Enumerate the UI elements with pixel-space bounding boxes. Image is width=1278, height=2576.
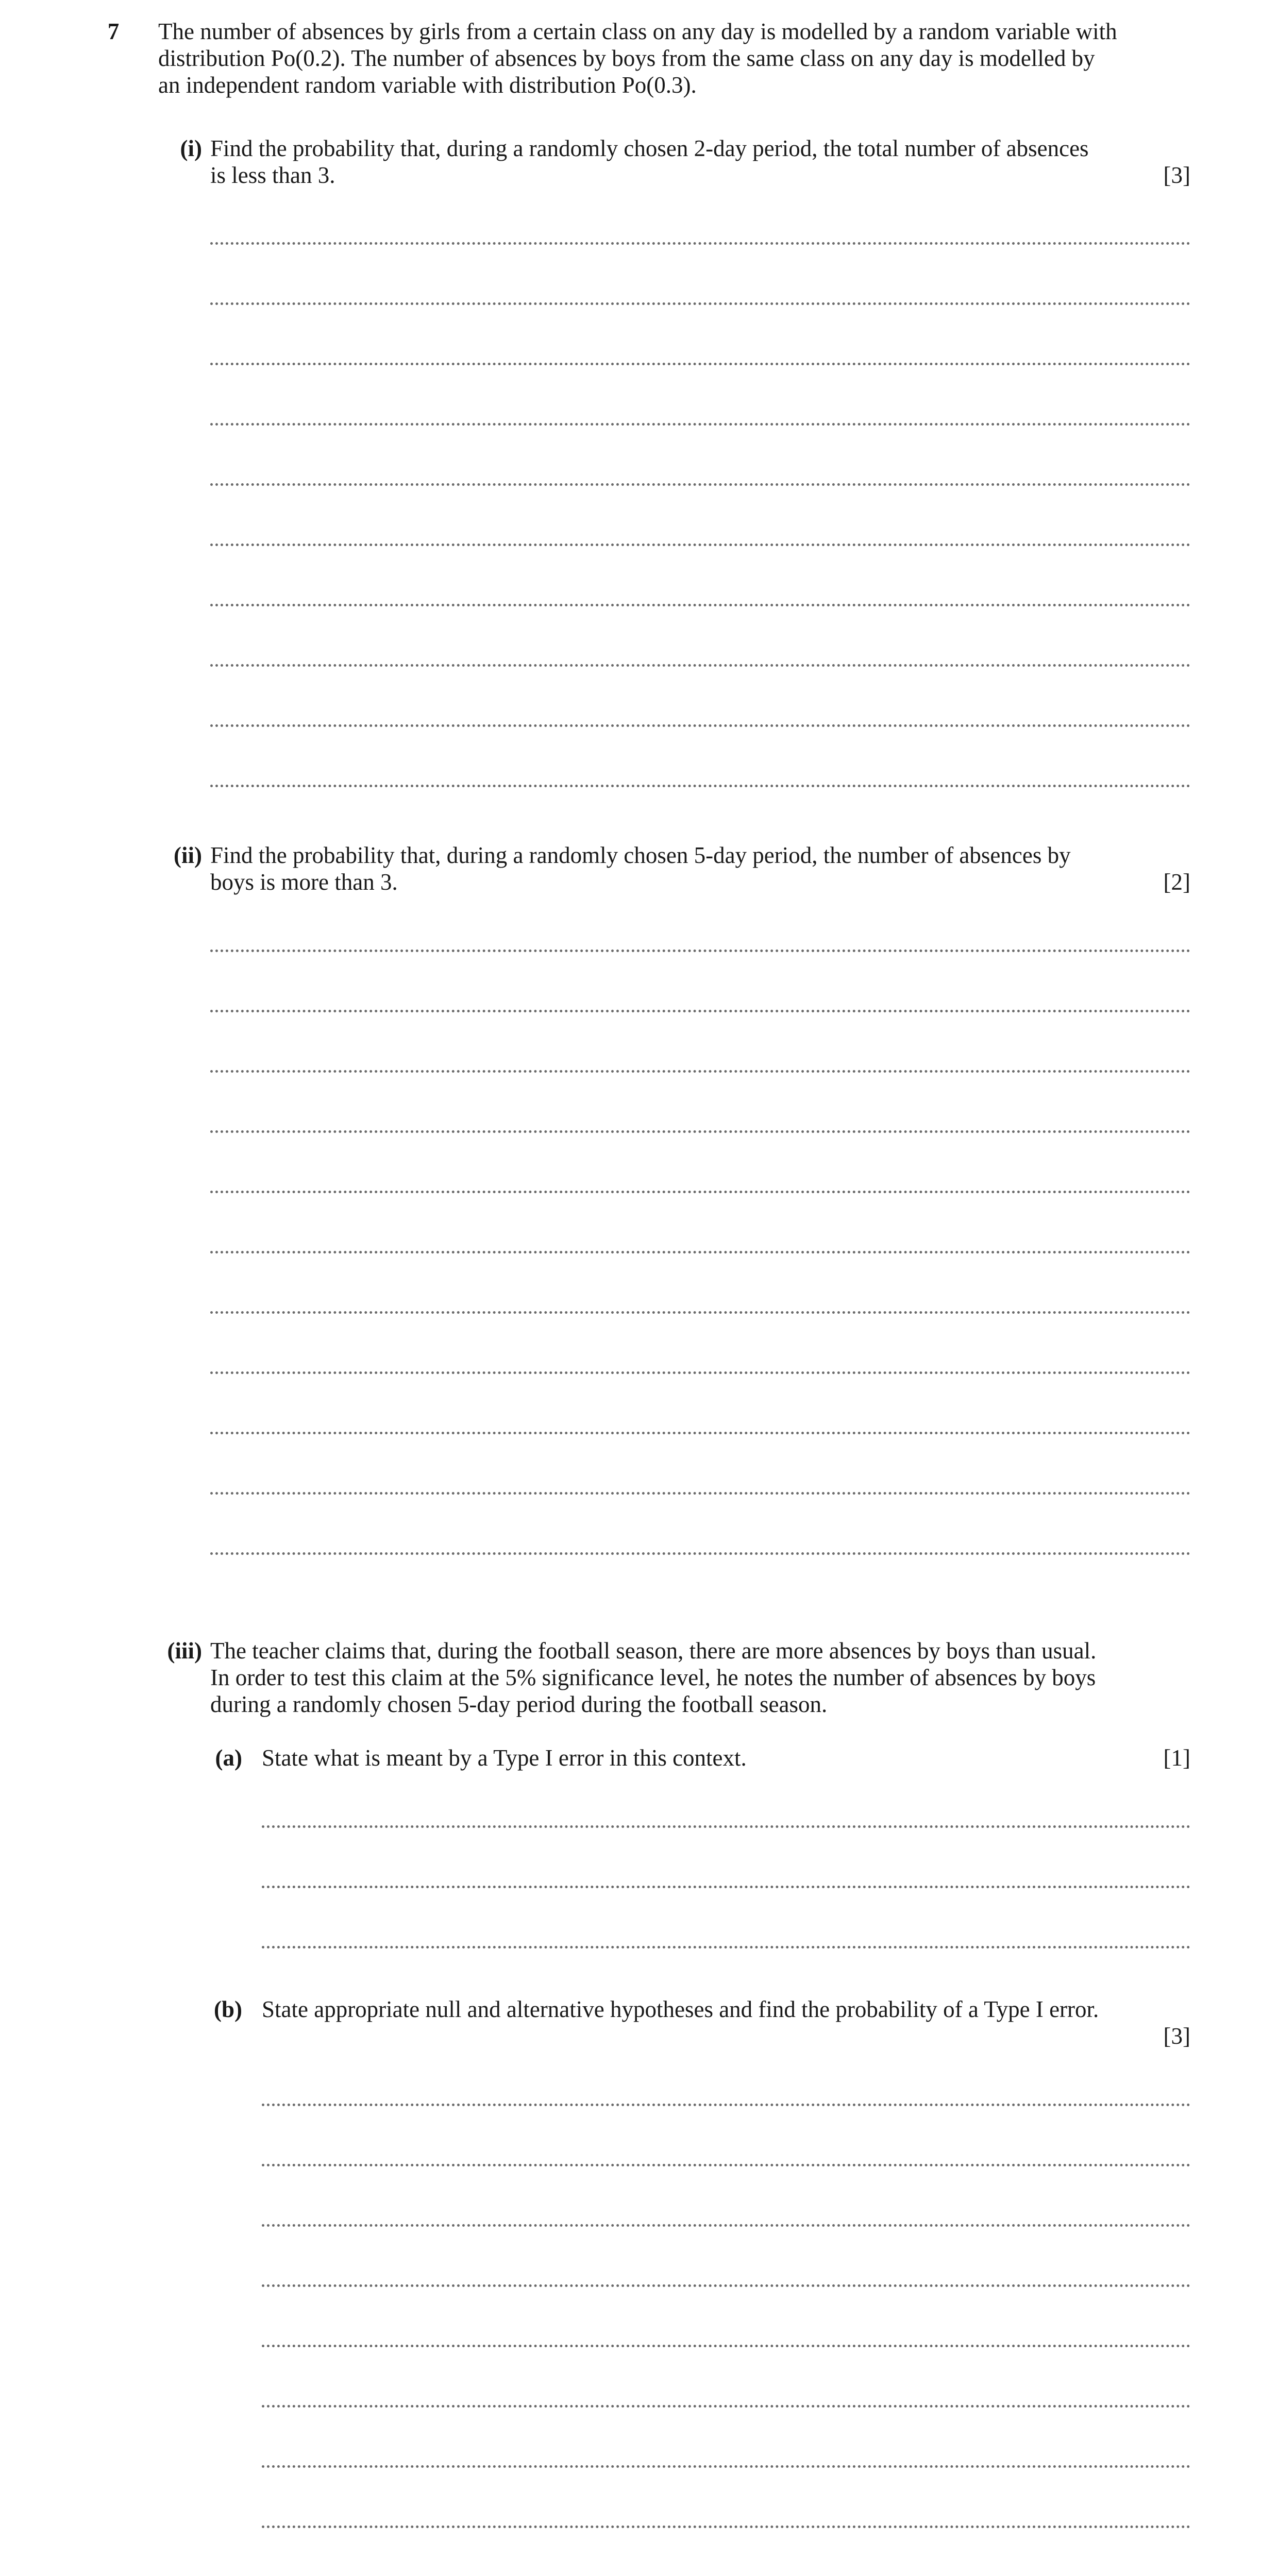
stem-line-1: The number of absences by girls from a certain class on any day is modelled by a random variable with xyxy=(158,19,1117,44)
part-ii-marks: [2] xyxy=(1163,869,1190,895)
answer-line[interactable] xyxy=(262,2224,1190,2227)
part-ii-label: (ii) xyxy=(174,842,202,868)
answer-line[interactable] xyxy=(210,950,1190,952)
part-iii-line-2: In order to test this claim at the 5% significance level, he notes the number of absences by boys xyxy=(210,1665,1096,1690)
answer-line[interactable] xyxy=(262,2104,1190,2106)
answer-line[interactable] xyxy=(210,363,1190,365)
answer-line[interactable] xyxy=(262,2284,1190,2287)
subpart-b-marks: [3] xyxy=(1163,2023,1190,2049)
part-ii-line-1: Find the probability that, during a randomly chosen 5-day period, the number of absences by xyxy=(210,842,1071,868)
part-ii-text xyxy=(210,842,1190,895)
subpart-a-marks: [1] xyxy=(1163,1745,1190,1771)
answer-line[interactable] xyxy=(210,544,1190,546)
part-iii-text xyxy=(210,1637,1190,1718)
part-i-label: (i) xyxy=(180,135,202,161)
answer-line[interactable] xyxy=(210,604,1190,606)
answer-line[interactable] xyxy=(262,2345,1190,2347)
answer-line[interactable] xyxy=(262,2405,1190,2408)
answer-line[interactable] xyxy=(262,1886,1190,1888)
answer-line[interactable] xyxy=(210,1251,1190,1253)
answer-line[interactable] xyxy=(262,2526,1190,2528)
part-iii-label: (iii) xyxy=(167,1638,202,1664)
answer-line[interactable] xyxy=(262,2164,1190,2166)
subpart-b-label: (b) xyxy=(214,1996,242,2022)
answer-line[interactable] xyxy=(210,1371,1190,1374)
part-i-marks: [3] xyxy=(1163,162,1190,188)
answer-line[interactable] xyxy=(210,1010,1190,1012)
answer-line[interactable] xyxy=(210,483,1190,486)
answer-line[interactable] xyxy=(210,1552,1190,1555)
subpart-a-text xyxy=(262,1744,1139,1771)
stem-line-2: distribution Po(0.2). The number of absences by boys from the same class on any day is modelled by xyxy=(158,45,1095,71)
answer-line[interactable] xyxy=(210,664,1190,667)
answer-line[interactable] xyxy=(210,1191,1190,1193)
question-number: 7 xyxy=(107,19,120,44)
part-i-line-2: is less than 3. xyxy=(210,162,335,188)
answer-line[interactable] xyxy=(262,2465,1190,2468)
subpart-a-label: (a) xyxy=(215,1745,242,1771)
answer-line[interactable] xyxy=(210,1070,1190,1073)
answer-line[interactable] xyxy=(210,423,1190,426)
answer-line[interactable] xyxy=(210,724,1190,727)
subpart-a-line-1: State what is meant by a Type I error in this context. xyxy=(262,1745,747,1771)
answer-line[interactable] xyxy=(262,1825,1190,1828)
stem-line-3: an independent random variable with distribution Po(0.3). xyxy=(158,72,697,98)
answer-line[interactable] xyxy=(210,302,1190,305)
part-iii-line-3: during a randomly chosen 5-day period during the football season. xyxy=(210,1691,828,1717)
answer-line[interactable] xyxy=(210,242,1190,245)
subpart-b-text xyxy=(262,1996,1190,2023)
answer-line[interactable] xyxy=(210,1311,1190,1314)
part-i-line-1: Find the probability that, during a randomly chosen 2-day period, the total number of absences xyxy=(210,135,1089,161)
question-stem xyxy=(158,18,1190,98)
subpart-b-line-1: State appropriate null and alternative hypotheses and find the probability of a Type I error. xyxy=(262,1996,1099,2022)
answer-line[interactable] xyxy=(210,1130,1190,1133)
answer-line[interactable] xyxy=(210,785,1190,787)
part-iii-line-1: The teacher claims that, during the football season, there are more absences by boys than usual. xyxy=(210,1638,1097,1664)
part-ii-line-2: boys is more than 3. xyxy=(210,869,398,895)
answer-line[interactable] xyxy=(210,1492,1190,1495)
answer-line[interactable] xyxy=(262,1946,1190,1948)
part-i-text xyxy=(210,135,1190,189)
answer-line[interactable] xyxy=(210,1432,1190,1434)
